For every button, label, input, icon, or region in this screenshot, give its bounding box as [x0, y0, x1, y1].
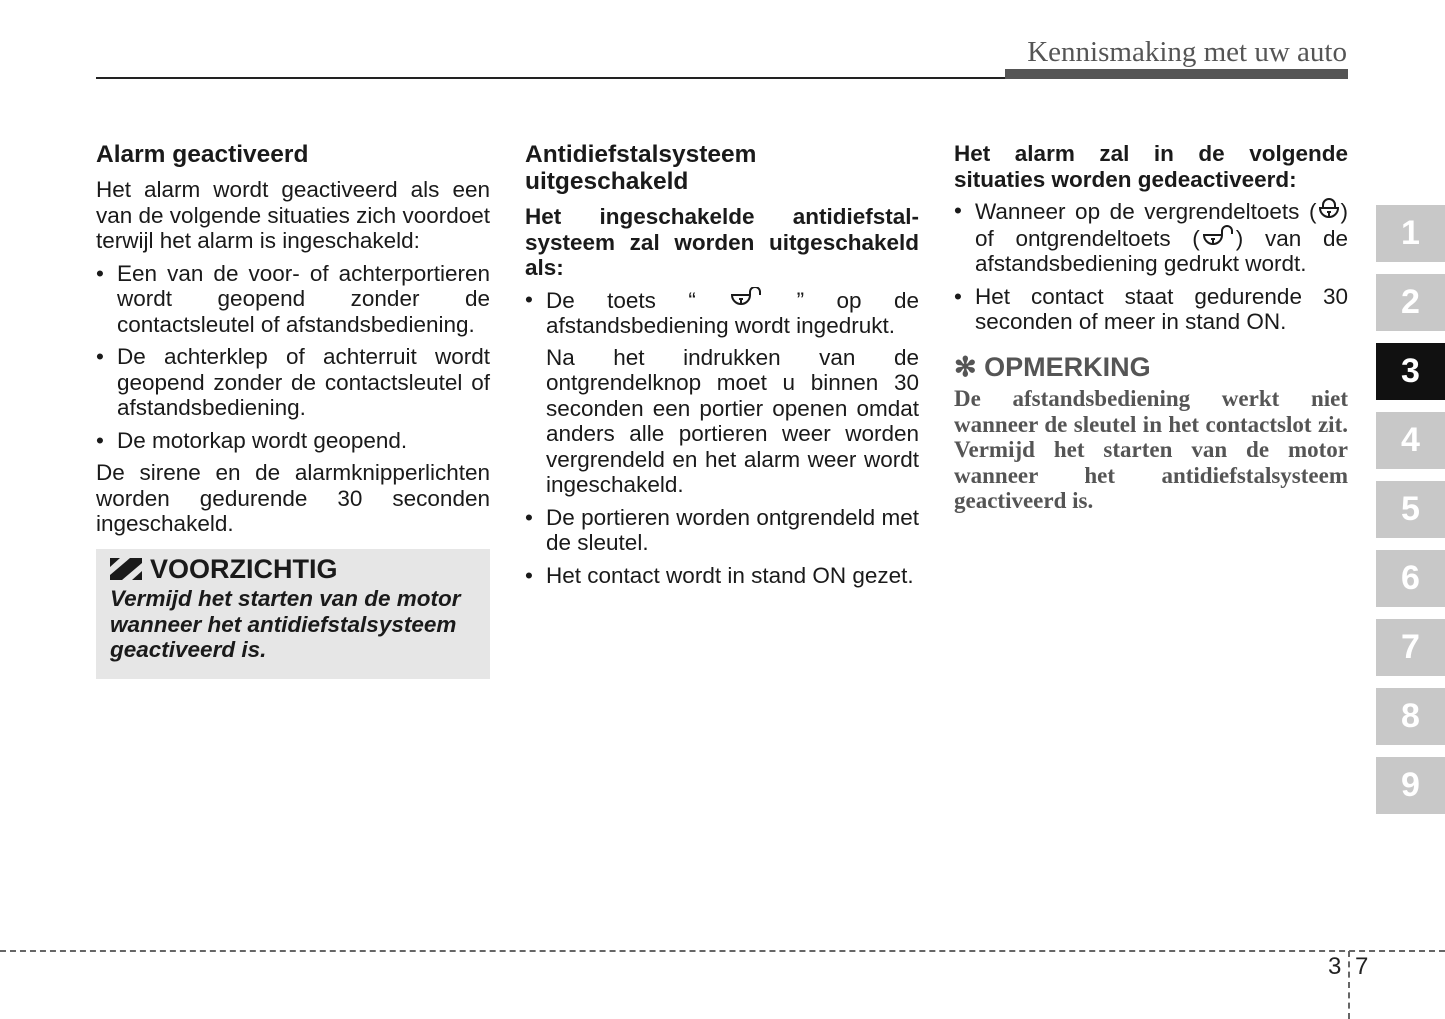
bullet-list	[954, 198, 1348, 335]
list-item: • De toets “ ” op de afstandsbediening wordt ingedrukt. Na het indrukken van de ontgrendelknop moet u binnen 30 seconden een portier openen omdat anders alle portieren weer worden vergrendeld en het alarm weer wordt ingeschakeld.	[525, 287, 919, 498]
bullet-list	[525, 287, 919, 589]
caution-text: Vermijd het starten van de motor wanneer het antidiefstalsysteem geactiveerd is.	[110, 586, 461, 662]
caution-box	[96, 549, 490, 679]
subheading: Het ingeschakelde antidiefstal- systeem zal worden uitgeschakeld als:	[525, 204, 919, 280]
chapter-tab-2[interactable]: 2	[1376, 274, 1445, 331]
section-heading: Antidiefstalsysteem uitgeschakeld	[525, 141, 757, 195]
caution-title: VOORZICHTIG	[150, 553, 338, 584]
list-item: • Het contact staat gedurende 30 seconden of meer in stand ON.	[954, 284, 1348, 335]
intro-text: Het alarm wordt geactiveerd als een van de volgende situaties zich voordoet terwijl het alarm is ingeschakeld:	[96, 177, 491, 253]
unlock-icon	[728, 287, 764, 311]
chapter-tab-4[interactable]: 4	[1376, 412, 1445, 469]
note-title: ✻ OPMERKING	[954, 351, 1151, 382]
chapter-tab-8[interactable]: 8	[1376, 688, 1445, 745]
chapter-tab-1[interactable]: 1	[1376, 205, 1445, 262]
lock-icon	[1317, 198, 1341, 222]
chapter-tabs	[1376, 205, 1445, 826]
chapter-tab-3[interactable]: 3	[1376, 343, 1445, 400]
unlock-icon	[1200, 225, 1236, 249]
chapter-tab-6[interactable]: 6	[1376, 550, 1445, 607]
chapter-number: 3	[1328, 953, 1342, 980]
list-item: • Wanneer op de vergrendeltoets ( ) of ontgrendeltoets ( ) van de afstandsbediening gedrukt wordt.	[954, 198, 1348, 277]
list-item-paragraph: Na het indrukken van de ontgrendelknop moet u binnen 30 seconden een portier openen omdat anders alle portieren weer worden vergrendeld en het alarm weer wordt ingeschakeld.	[546, 344, 919, 497]
list-item: • Het contact wordt in stand ON gezet.	[525, 563, 919, 589]
chapter-tab-7[interactable]: 7	[1376, 619, 1445, 676]
outro-text: De sirene en de alarmknipperlichten worden gedurende 30 seconden ingeschakeld.	[96, 460, 490, 536]
header-bar	[1005, 69, 1348, 79]
chapter-tab-5[interactable]: 5	[1376, 481, 1445, 538]
column-deactivated	[525, 141, 919, 595]
chapter-tab-9[interactable]: 9	[1376, 757, 1445, 814]
list-item: • Een van de voor- of achterportieren wordt geopend zonder de contactsleutel of afstandsbediening.	[96, 261, 490, 338]
column-alarm-deactivated	[954, 141, 1348, 514]
list-item: • De portieren worden ontgrendeld met de sleutel.	[525, 505, 919, 556]
footer-divider	[1348, 951, 1350, 1019]
section-heading: Het alarm zal in de volgende situaties worden gedeactiveerd:	[954, 141, 1348, 192]
column-alarm	[96, 141, 490, 679]
section-heading: Alarm geactiveerd	[96, 141, 309, 168]
footer-rule	[0, 950, 1445, 952]
list-item: • De motorkap wordt geopend.	[96, 428, 490, 454]
list-item: • De achterklep of achterruit wordt geopend zonder de contactsleutel of afstandsbediening.	[96, 344, 490, 421]
note-text: De afstandsbediening werkt niet wanneer de sleutel in het contactslot zit. Vermijd het starten van de motor wanneer het antidiefstalsysteem geactiveerd is.	[954, 386, 1348, 513]
bullet-list	[96, 261, 490, 454]
caution-icon	[110, 558, 142, 580]
page-number: 7	[1355, 953, 1369, 980]
header-rule	[96, 77, 1006, 79]
running-header: Kennismaking met uw auto	[1027, 36, 1347, 68]
